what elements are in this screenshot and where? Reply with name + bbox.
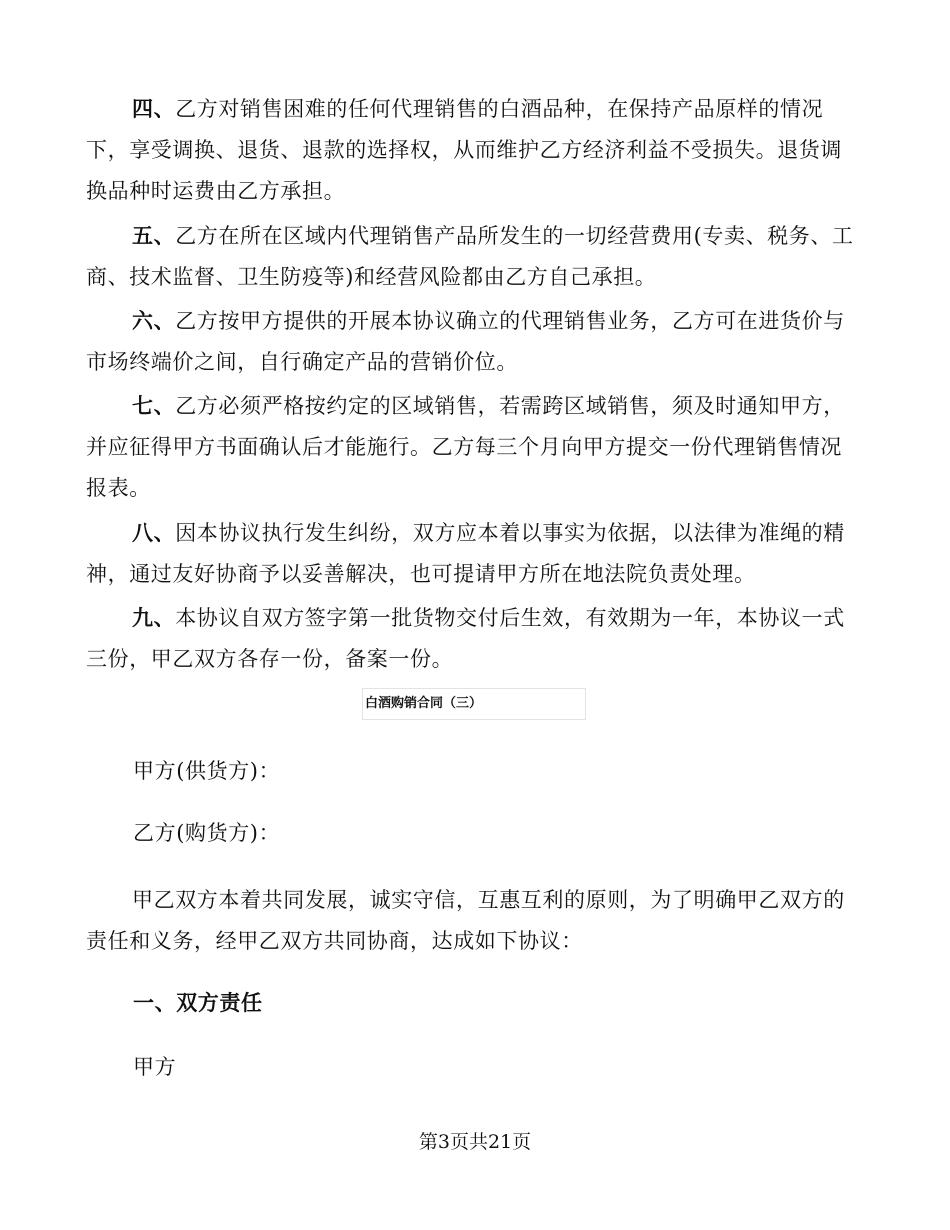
clause-6 xyxy=(86,300,862,383)
clause-9 xyxy=(86,597,862,680)
clause-text: 乙方必须严格按约定的区域销售，若需跨区域销售，须及时通知甲方，并应征得甲方书面确认后才能施行。乙方每三个月向甲方提交一份代理销售情况报表。 xyxy=(86,394,845,500)
clause-number: 八、 xyxy=(132,520,176,545)
clause-number: 六、 xyxy=(132,308,176,333)
clause-text: 乙方对销售困难的任何代理销售的白酒品种，在保持产品原样的情况下，享受调换、退货、退款的选择权，从而维护乙方经济利益不受损失。退货调换品种时运费由乙方承担。 xyxy=(86,97,842,203)
clause-7 xyxy=(86,385,862,509)
clause-number: 七、 xyxy=(132,393,176,418)
clause-text: 乙方按甲方提供的开展本协议确立的代理销售业务，乙方可在进货价与市场终端价之间，自行确定产品的营销价位。 xyxy=(86,309,845,374)
clause-8 xyxy=(86,512,862,595)
clause-number: 九、 xyxy=(132,605,176,630)
clause-text: 乙方在所在区域内代理销售产品所发生的一切经营费用(专卖、税务、工商、技术监督、卫生防疫等)和经营风险都由乙方自己承担。 xyxy=(86,224,854,289)
clause-number: 四、 xyxy=(132,96,176,121)
contract-title: 白酒购销合同（三） xyxy=(362,688,586,720)
clause-5 xyxy=(86,215,862,298)
clause-number: 五、 xyxy=(132,223,176,248)
party-b-line: 乙方(购货方)： xyxy=(133,821,281,845)
intro-paragraph: 甲乙双方本着共同发展，诚实守信，互惠互利的原则，为了明确甲乙双方的责任和义务，经甲乙双方共同协商，达成如下协议： xyxy=(86,888,845,953)
clause-text: 因本协议执行发生纠纷，双方应本着以事实为依据，以法律为准绳的精神，通过友好协商予以妥善解决，也可提请甲方所在地法院负责处理。 xyxy=(86,521,845,586)
clause-text: 本协议自双方签字第一批货物交付后生效，有效期为一年，本协议一式三份，甲乙双方各存一份，备案一份。 xyxy=(86,606,845,671)
party-a-line: 甲方(供货方)： xyxy=(133,759,281,783)
page-footer: 第3页共21页 xyxy=(418,1131,532,1153)
section-heading: 一、双方责任 xyxy=(133,990,263,1015)
clause-4 xyxy=(86,88,862,212)
party-a-short: 甲方 xyxy=(133,1055,177,1079)
